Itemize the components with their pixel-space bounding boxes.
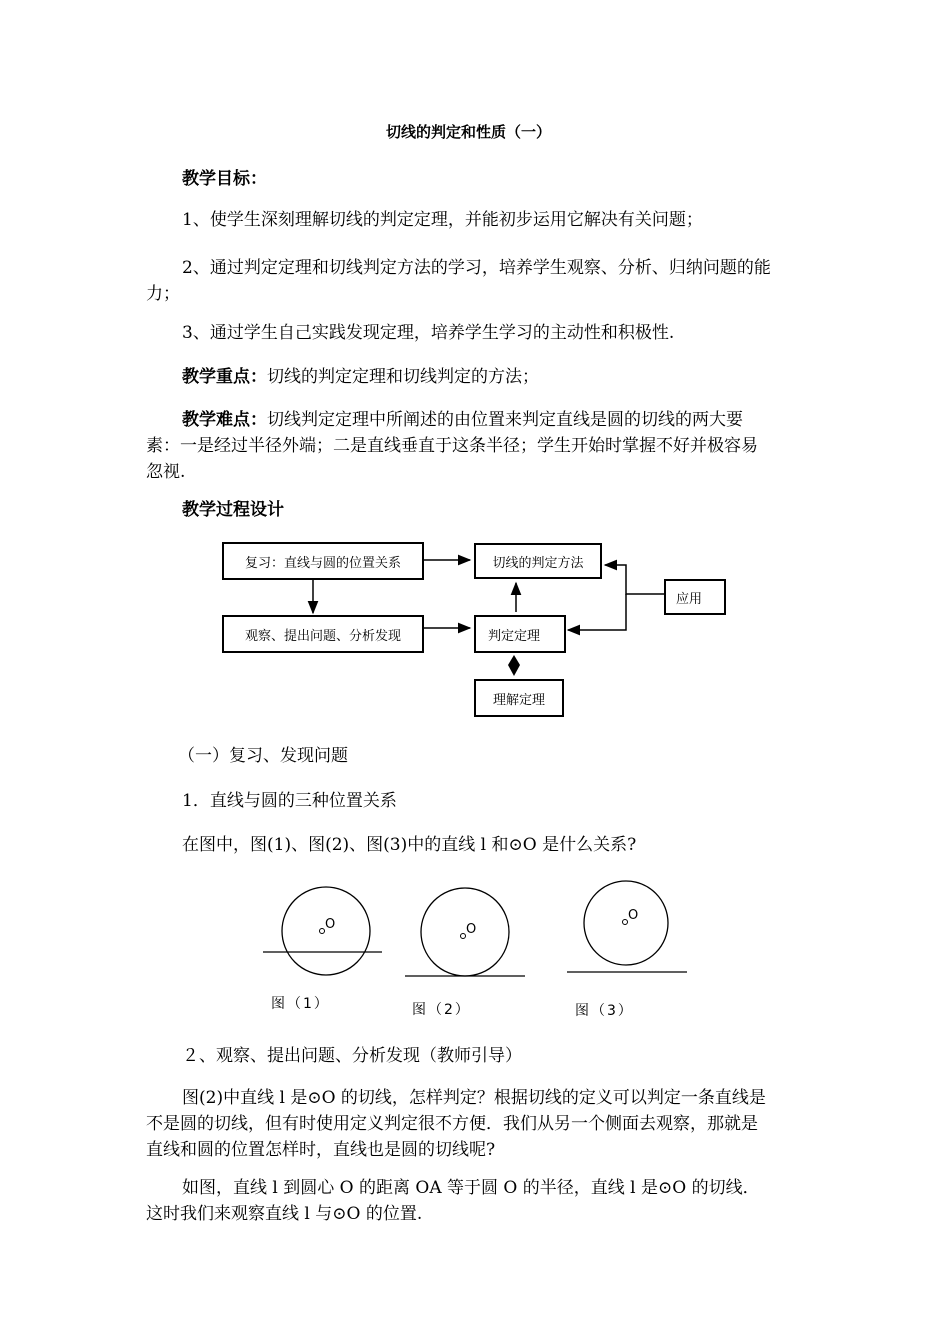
figure-2-caption: 图（2） bbox=[412, 1002, 471, 1018]
figure-1-caption: 图（1） bbox=[271, 996, 330, 1012]
figure-1 bbox=[263, 887, 382, 975]
difficulty-label: 教学难点： bbox=[182, 410, 267, 430]
figure-1-center bbox=[320, 929, 325, 934]
flow-box-understand: 理解定理 bbox=[474, 679, 564, 717]
section1-question: 在图中，图(1)、图(2)、图(3)中的直线 l 和⊙O 是什么关系? bbox=[182, 835, 637, 855]
figure-2-center bbox=[461, 934, 466, 939]
section1-sub: 1．直线与圆的三种位置关系 bbox=[182, 791, 397, 811]
figure-2-center-label: O bbox=[466, 922, 477, 937]
flow-box-method: 切线的判定方法 bbox=[474, 543, 602, 579]
section2-heading: ２、观察、提出问题、分析发现（教师引导） bbox=[182, 1046, 522, 1066]
flow-box-apply: 应用 bbox=[664, 579, 726, 615]
figure-3-center-label: O bbox=[628, 908, 639, 923]
section2-paragraph-2-text: 如图，直线 l 到圆心 O 的距离 OA 等于圆 O 的半径，直线 l 是⊙O 的切线．这时我们来观察直线 l 与⊙O 的位置. bbox=[146, 1178, 760, 1224]
difficulty-text: 切线判定定理中所阐述的由位置来判定直线是圆的切线的两大要素：一是经过半径外端；二是直线垂直于这条半径；学生开始时掌握不好并极容易忽视. bbox=[146, 410, 758, 482]
page-title: 切线的判定和性质（一） bbox=[386, 123, 552, 141]
figure-3-circle bbox=[584, 881, 668, 965]
section1-heading: （一）复习、发现问题 bbox=[178, 746, 348, 766]
objective-1: 1、使学生深刻理解切线的判定定理，并能初步运用它解决有关问题； bbox=[182, 210, 703, 230]
key-point-label: 教学重点： bbox=[182, 367, 267, 387]
figure-3-caption: 图（3） bbox=[575, 1003, 634, 1019]
process-heading: 教学过程设计 bbox=[182, 500, 284, 520]
figure-3-center bbox=[623, 920, 628, 925]
flow-box-observe: 观察、提出问题、分析发现 bbox=[222, 615, 424, 653]
flow-box-review: 复习：直线与圆的位置关系 bbox=[222, 542, 424, 580]
objective-2-text: 2、通过判定定理和切线判定方法的学习，培养学生观察、分析、归纳问题的能力； bbox=[146, 258, 771, 304]
flow-box-theorem: 判定定理 bbox=[474, 615, 566, 653]
objectives-heading: 教学目标： bbox=[182, 169, 267, 189]
figure-3 bbox=[567, 881, 687, 972]
key-point-text: 切线的判定定理和切线判定的方法； bbox=[267, 367, 539, 387]
section2-paragraph-1-text: 图(2)中直线 l 是⊙O 的切线，怎样判定？根据切线的定义可以判定一条直线是不是圆的切线，但有时使用定义判定很不方便．我们从另一个侧面去观察，那就是直线和圆的位置怎样时，直线也是圆的切线呢? bbox=[146, 1088, 766, 1160]
figure-1-center-label: O bbox=[325, 917, 336, 932]
figure-2 bbox=[405, 888, 525, 976]
objective-3: 3、通过学生自己实践发现定理，培养学生学习的主动性和积极性. bbox=[182, 323, 675, 343]
section2-paragraph-1 bbox=[146, 1085, 772, 1163]
figure-2-circle bbox=[421, 888, 509, 976]
section2-paragraph-2 bbox=[146, 1175, 772, 1227]
